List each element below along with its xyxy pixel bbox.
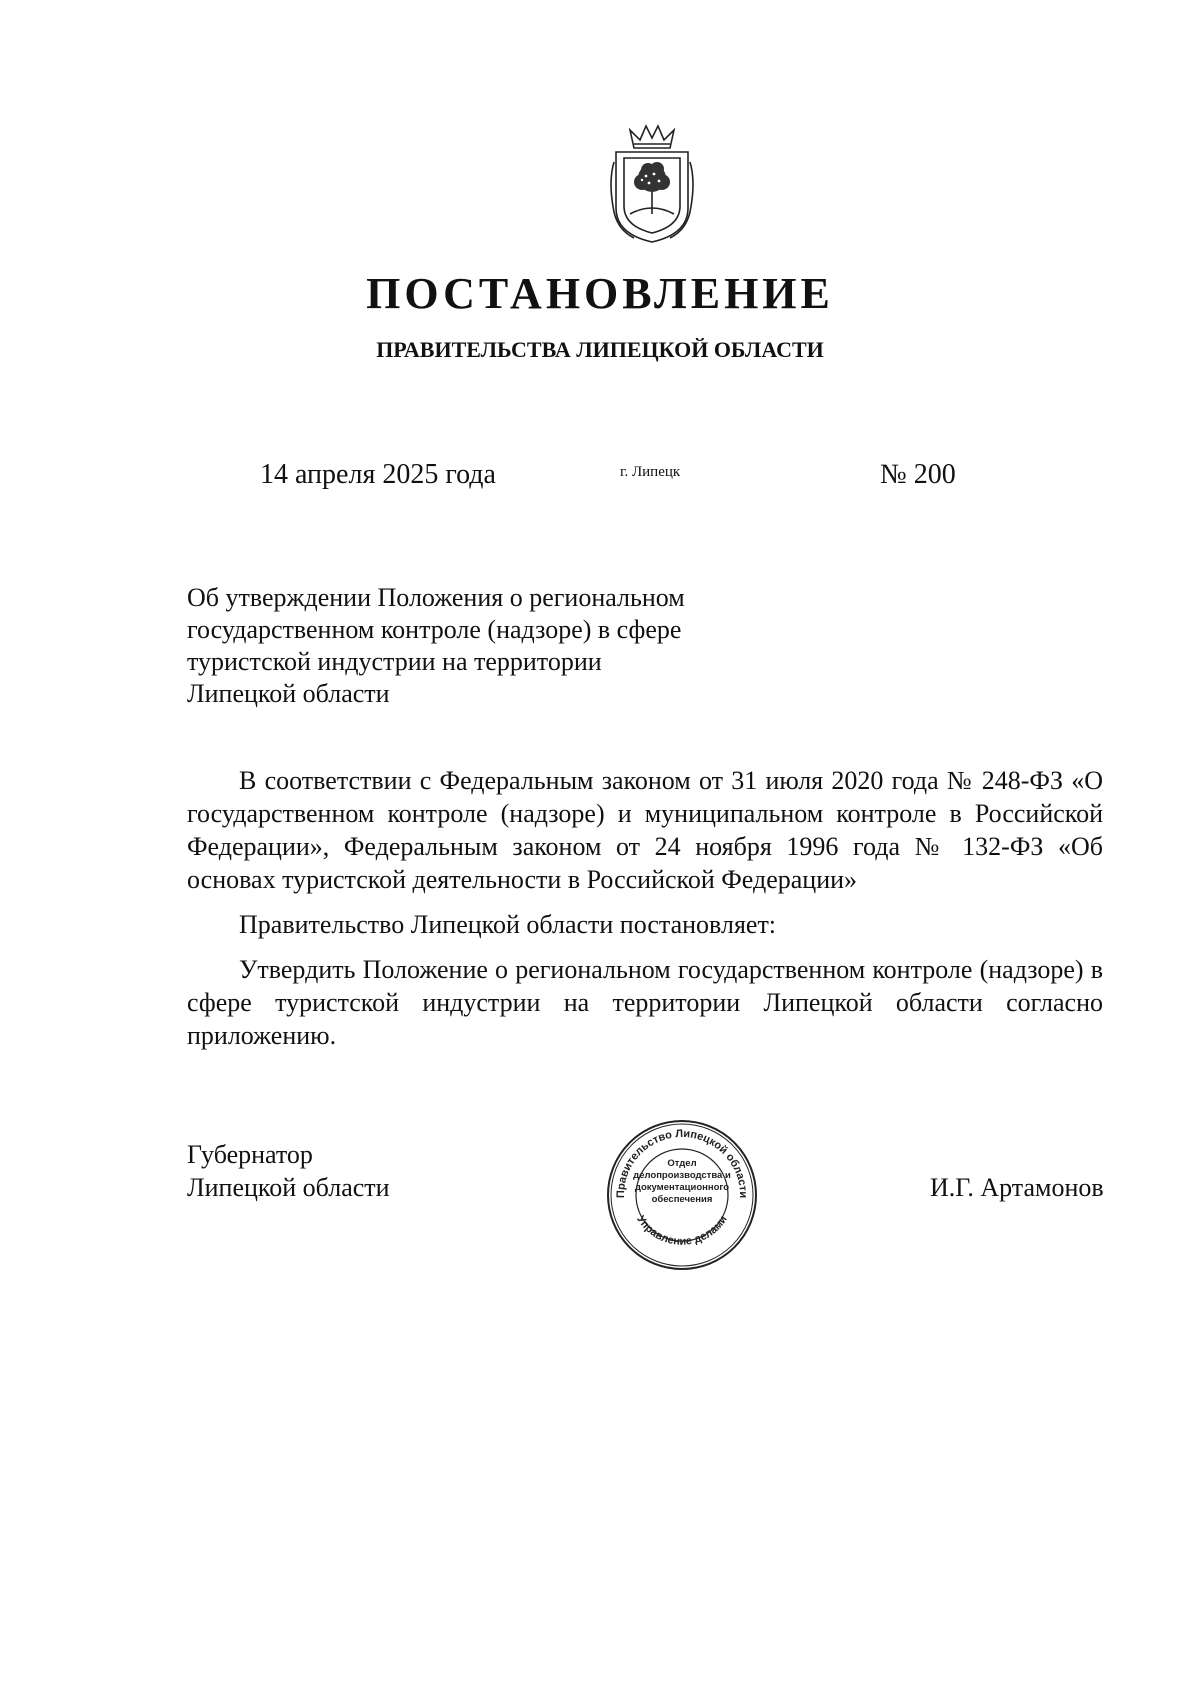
body-paragraph-legal-basis: В соответствии с Федеральным законом от 31 июля 2020 года № 248-ФЗ «О государственном контроле (надзоре) и муниципальном контроле в Российской Федерации», Федеральным законом от 24 ноября 1996 года № 132-ФЗ «Об основах туристской деятельности в Российской Федерации» [187,766,1103,894]
stamp-center-line: обеспечения [651,1194,713,1205]
signatory-name: И.Г. Артамонов [930,1173,1104,1202]
document-title: ПОСТАНОВЛЕНИЕ [366,269,834,318]
stamp-center-text [626,1158,738,1206]
decree-body [187,764,1103,1052]
body-paragraph-approve: Утвердить Положение о региональном государственном контроле (надзоре) в сфере туристской индустрии на территории Липецкой области согласно приложению. [187,955,1103,1050]
decree-number: № 200 [880,459,956,490]
stamp-center-line: Отдел [667,1158,697,1169]
subject-line: Об утверждении Положения о региональном [187,583,685,612]
stamp-center-line: делопроизводства и [633,1170,731,1181]
body-paragraph-resolves: Правительство Липецкой области постановляет: [239,910,777,939]
signatory-position-line: Липецкой области [187,1173,390,1202]
stamp-center-line: документационного [634,1182,730,1193]
signatory-position [187,1138,390,1204]
subject-line: туристской индустрии на территории [187,647,602,676]
stamp-ring-top-text: Правительство Липецкой области [614,1127,750,1199]
subject-line: Липецкой области [187,679,390,708]
signatory-position-line: Губернатор [187,1140,313,1169]
decree-city: г. Липецк [620,464,681,480]
decree-subject [187,582,747,710]
document-subtitle: ПРАВИТЕЛЬСТВА ЛИПЕЦКОЙ ОБЛАСТИ [376,337,824,362]
coat-of-arms-emblem [604,122,700,246]
stamp-ring-bottom-text: Управление делами [634,1213,730,1248]
decree-date: 14 апреля 2025 года [260,459,496,490]
subject-line: государственном контроле (надзоре) в сфере [187,615,682,644]
